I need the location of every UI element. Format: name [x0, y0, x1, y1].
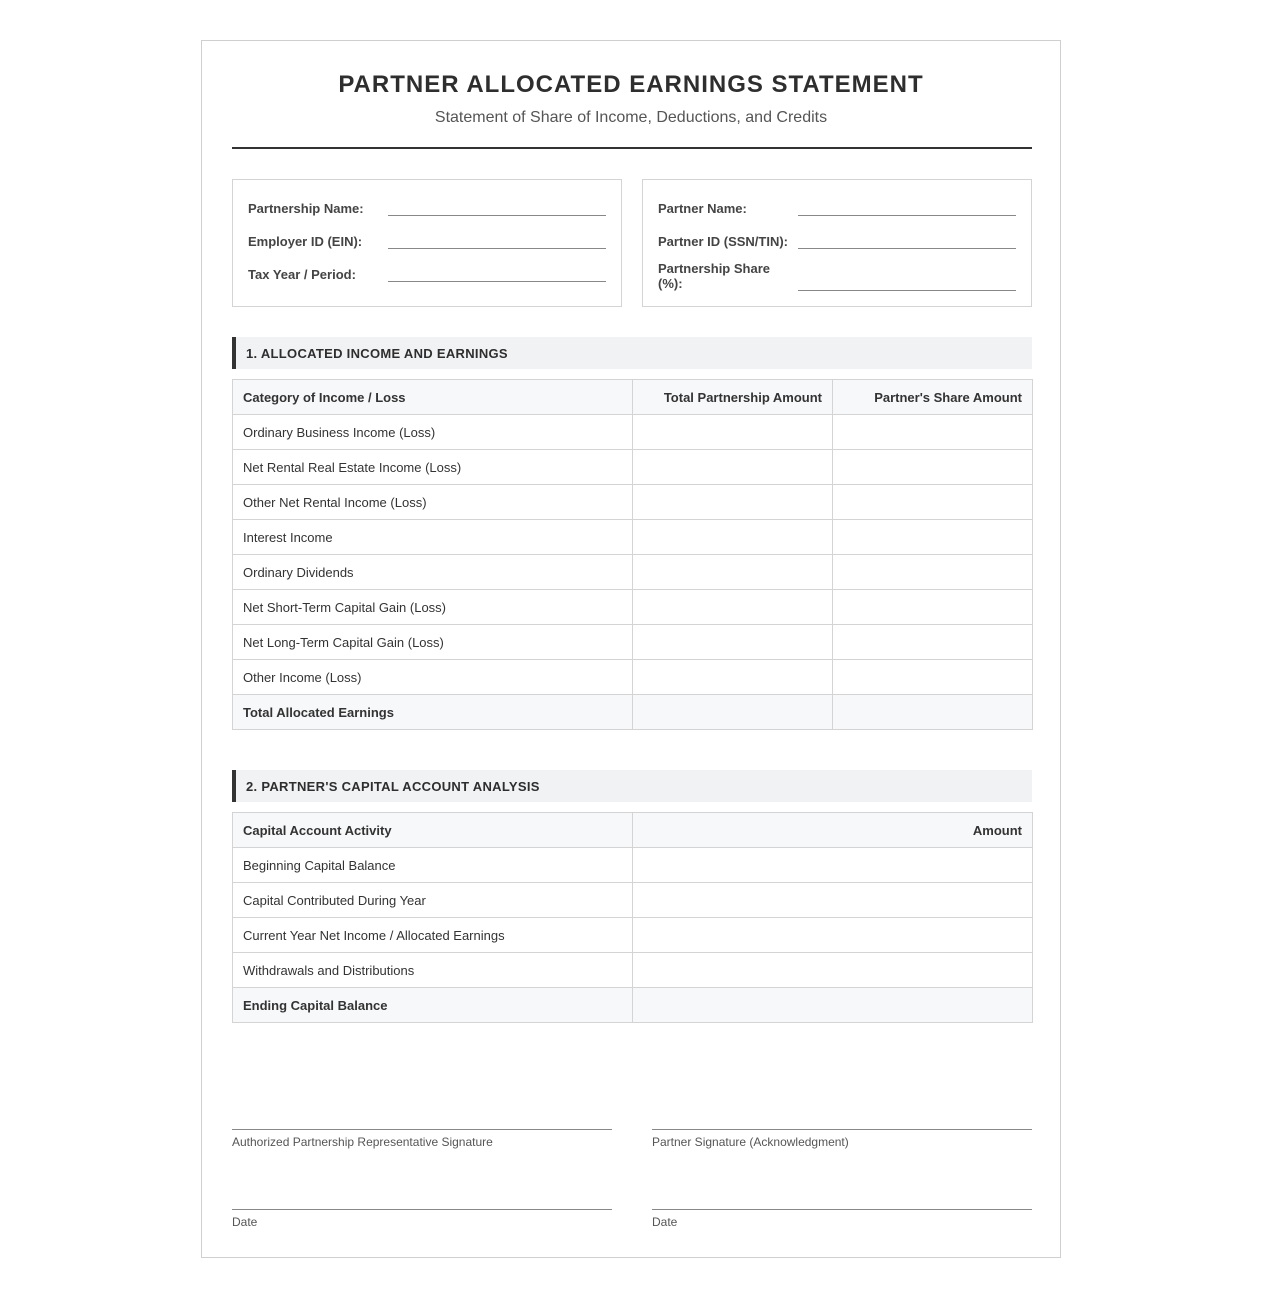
table-row	[233, 450, 1033, 485]
share-amount-cell[interactable]	[833, 485, 1033, 520]
partner-name-label: Partner Name:	[658, 201, 747, 216]
row-label: Other Net Rental Income (Loss)	[233, 485, 633, 520]
table-row	[233, 415, 1033, 450]
total-amount-cell[interactable]	[633, 555, 833, 590]
row-label: Ordinary Dividends	[233, 555, 633, 590]
partner-id-label: Partner ID (SSN/TIN):	[658, 234, 789, 249]
partner-signature-line[interactable]	[652, 1129, 1032, 1130]
total-amount-cell[interactable]	[633, 450, 833, 485]
col-amount: Amount	[633, 813, 1033, 848]
rep-date-line[interactable]	[232, 1209, 612, 1210]
page-subtitle: Statement of Share of Income, Deductions, and Credits	[434, 109, 828, 126]
table-row	[233, 918, 1033, 953]
income-table-header	[233, 380, 1033, 415]
statement-page	[201, 40, 1061, 1258]
table-row	[233, 555, 1033, 590]
share-amount-cell[interactable]	[833, 625, 1033, 660]
col-partner-share: Partner's Share Amount	[833, 380, 1033, 415]
rep-signature-caption: Authorized Partnership Representative Signature	[232, 1135, 493, 1149]
total-label: Ending Capital Balance	[233, 988, 633, 1023]
rep-signature-line[interactable]	[232, 1129, 612, 1130]
total-amount-cell[interactable]	[633, 520, 833, 555]
employer-id-label: Employer ID (EIN):	[248, 234, 363, 249]
row-label: Ordinary Business Income (Loss)	[233, 415, 633, 450]
amount-cell[interactable]	[633, 953, 1033, 988]
employer-id-input[interactable]	[388, 248, 606, 249]
section-2-heading	[232, 770, 1032, 802]
table-row	[233, 590, 1033, 625]
table-row	[233, 625, 1033, 660]
amount-cell[interactable]	[633, 918, 1033, 953]
total-row	[233, 988, 1033, 1023]
amount-cell[interactable]	[633, 883, 1033, 918]
share-amount-cell[interactable]	[833, 555, 1033, 590]
row-label: Current Year Net Income / Allocated Earnings	[233, 918, 633, 953]
partner-date-line[interactable]	[652, 1209, 1032, 1210]
share-amount-cell[interactable]	[833, 450, 1033, 485]
share-amount-cell[interactable]	[833, 660, 1033, 695]
partnership-name-label: Partnership Name:	[248, 201, 364, 216]
partnership-name-input[interactable]	[388, 215, 606, 216]
col-total-amount: Total Partnership Amount	[633, 380, 833, 415]
total-row	[233, 695, 1033, 730]
partner-date-caption: Date	[652, 1215, 678, 1229]
total-amount-cell[interactable]	[633, 485, 833, 520]
capital-table-header	[233, 813, 1033, 848]
row-label: Capital Contributed During Year	[233, 883, 633, 918]
row-label: Other Income (Loss)	[233, 660, 633, 695]
partner-name-input[interactable]	[798, 215, 1016, 216]
section-1-heading-text: 1. ALLOCATED INCOME AND EARNINGS	[246, 346, 508, 361]
share-amount-cell[interactable]	[833, 415, 1033, 450]
row-label: Interest Income	[233, 520, 633, 555]
row-label: Net Rental Real Estate Income (Loss)	[233, 450, 633, 485]
total-label: Total Allocated Earnings	[233, 695, 633, 730]
amount-cell[interactable]	[633, 848, 1033, 883]
partner-info-box	[642, 179, 1032, 307]
row-label: Net Long-Term Capital Gain (Loss)	[233, 625, 633, 660]
total-amount-cell[interactable]	[633, 695, 833, 730]
amount-cell[interactable]	[633, 988, 1033, 1023]
col-activity: Capital Account Activity	[233, 813, 633, 848]
row-label: Net Short-Term Capital Gain (Loss)	[233, 590, 633, 625]
total-amount-cell[interactable]	[633, 590, 833, 625]
section-1-heading	[232, 337, 1032, 369]
row-label: Beginning Capital Balance	[233, 848, 633, 883]
share-amount-cell[interactable]	[833, 590, 1033, 625]
income-table	[232, 379, 1033, 730]
partner-id-input[interactable]	[798, 248, 1016, 249]
share-amount-cell[interactable]	[833, 520, 1033, 555]
page-title: PARTNER ALLOCATED EARNINGS STATEMENT	[338, 71, 924, 98]
table-row	[233, 883, 1033, 918]
table-row	[233, 848, 1033, 883]
table-row	[233, 660, 1033, 695]
section-2-heading-text: 2. PARTNER'S CAPITAL ACCOUNT ANALYSIS	[246, 779, 540, 794]
table-row	[233, 485, 1033, 520]
total-amount-cell[interactable]	[633, 415, 833, 450]
table-row	[233, 520, 1033, 555]
col-category: Category of Income / Loss	[233, 380, 633, 415]
table-row	[233, 953, 1033, 988]
share-amount-cell[interactable]	[833, 695, 1033, 730]
partnership-info-box	[232, 179, 622, 307]
partnership-share-input[interactable]	[798, 290, 1016, 291]
total-amount-cell[interactable]	[633, 625, 833, 660]
partner-signature-caption: Partner Signature (Acknowledgment)	[652, 1135, 849, 1149]
partnership-share-label: Partnership Share (%):	[658, 261, 770, 291]
row-label: Withdrawals and Distributions	[233, 953, 633, 988]
header-divider	[232, 147, 1032, 149]
total-amount-cell[interactable]	[633, 660, 833, 695]
capital-table	[232, 812, 1033, 1023]
tax-year-input[interactable]	[388, 281, 606, 282]
rep-date-caption: Date	[232, 1215, 258, 1229]
tax-year-label: Tax Year / Period:	[248, 267, 356, 282]
